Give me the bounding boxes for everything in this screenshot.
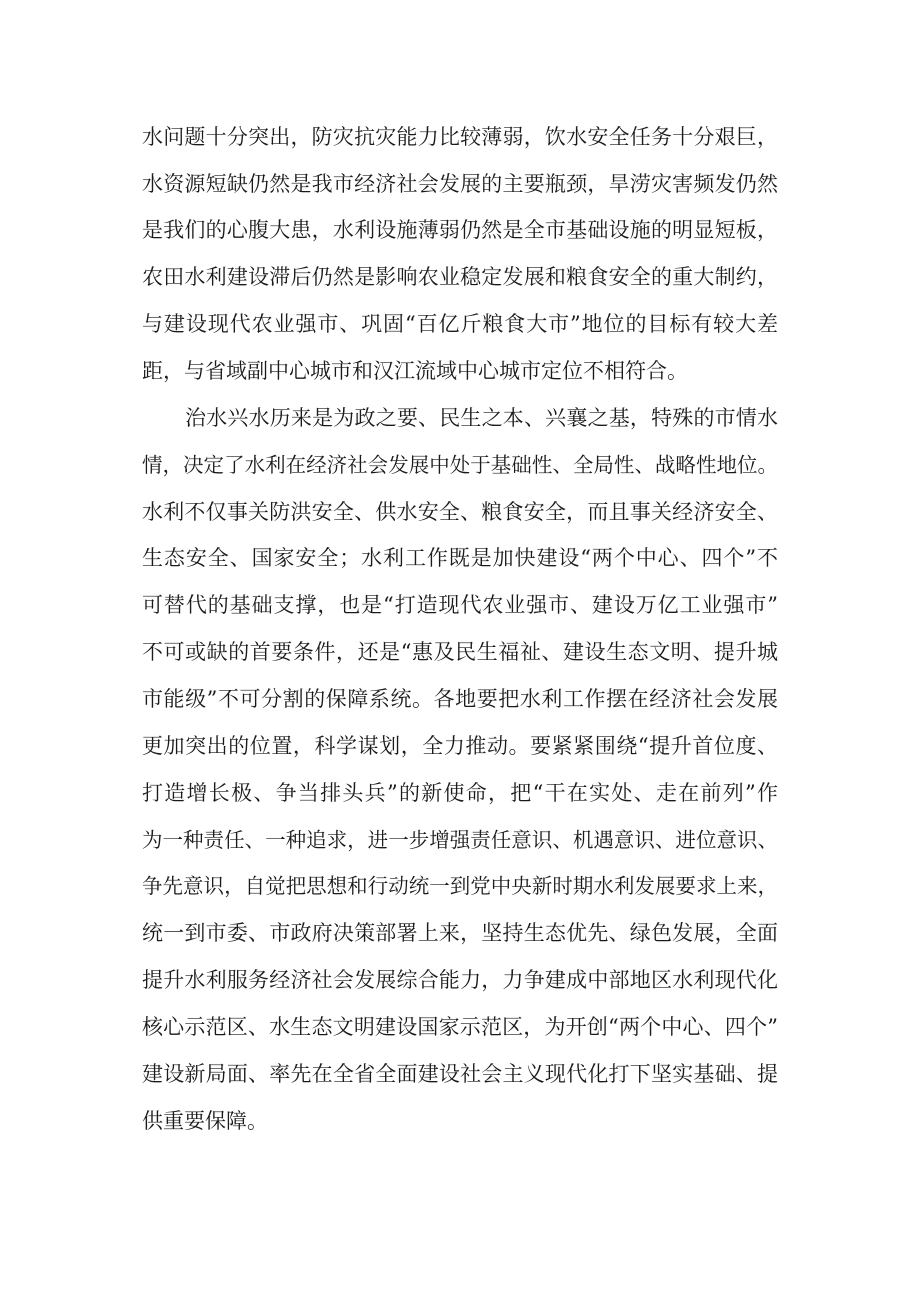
text-line: 治水兴水历来是为政之要、民生之本、兴襄之基，特殊的市情水	[185, 406, 778, 430]
text-line: 打造增长极、争当排头兵”的新使命，把“干在实处、走在前列”作	[142, 781, 778, 805]
text-line: 争先意识，自觉把思想和行动统一到党中央新时期水利发展要求上来，	[142, 874, 778, 898]
text-line: 距，与省域副中心城市和汉江流域中心城市定位不相符合。	[142, 359, 688, 383]
text-line: 水资源短缺仍然是我市经济社会发展的主要瓶颈，旱涝灾害频发仍然	[142, 172, 778, 196]
text-line: 市能级”不可分割的保障系统。各地要把水利工作摆在经济社会发展	[142, 687, 778, 711]
text-line: 农田水利建设滞后仍然是影响农业稳定发展和粮食安全的重大制约，	[142, 265, 778, 289]
text-line: 建设新局面、率先在全省全面建设社会主义现代化打下坚实基础、提	[142, 1062, 778, 1086]
text-line: 水利不仅事关防洪安全、供水安全、粮食安全，而且事关经济安全、	[142, 500, 778, 524]
text-line: 是我们的心腹大患，水利设施薄弱仍然是全市基础设施的明显短板，	[142, 218, 778, 242]
text-line: 统一到市委、市政府决策部署上来，坚持生态优先、绿色发展，全面	[142, 921, 778, 945]
text-line: 为一种责任、一种追求，进一步增强责任意识、机遇意识、进位意识、	[142, 828, 778, 852]
text-line: 水问题十分突出，防灾抗灾能力比较薄弱，饮水安全任务十分艰巨，	[142, 125, 778, 149]
text-line: 提升水利服务经济社会发展综合能力，力争建成中部地区水利现代化	[142, 968, 778, 992]
text-line: 生态安全、国家安全；水利工作既是加快建设“两个中心、四个”不	[142, 546, 778, 570]
text-line: 与建设现代农业强市、巩固“百亿斤粮食大市”地位的目标有较大差	[142, 312, 778, 336]
text-line: 可替代的基础支撑，也是“打造现代农业强市、建设万亿工业强市”	[142, 593, 778, 617]
text-line: 核心示范区、水生态文明建设国家示范区，为开创“两个中心、四个”	[142, 1015, 778, 1039]
text-line: 更加突出的位置，科学谋划，全力推动。要紧紧围绕“提升首位度、	[142, 734, 778, 758]
text-line: 不可或缺的首要条件，还是“惠及民生福祉、建设生态文明、提升城	[142, 640, 778, 664]
text-line: 供重要保障。	[142, 1109, 268, 1133]
text-line: 情，决定了水利在经济社会发展中处于基础性、全局性、战略性地位。	[142, 453, 778, 477]
